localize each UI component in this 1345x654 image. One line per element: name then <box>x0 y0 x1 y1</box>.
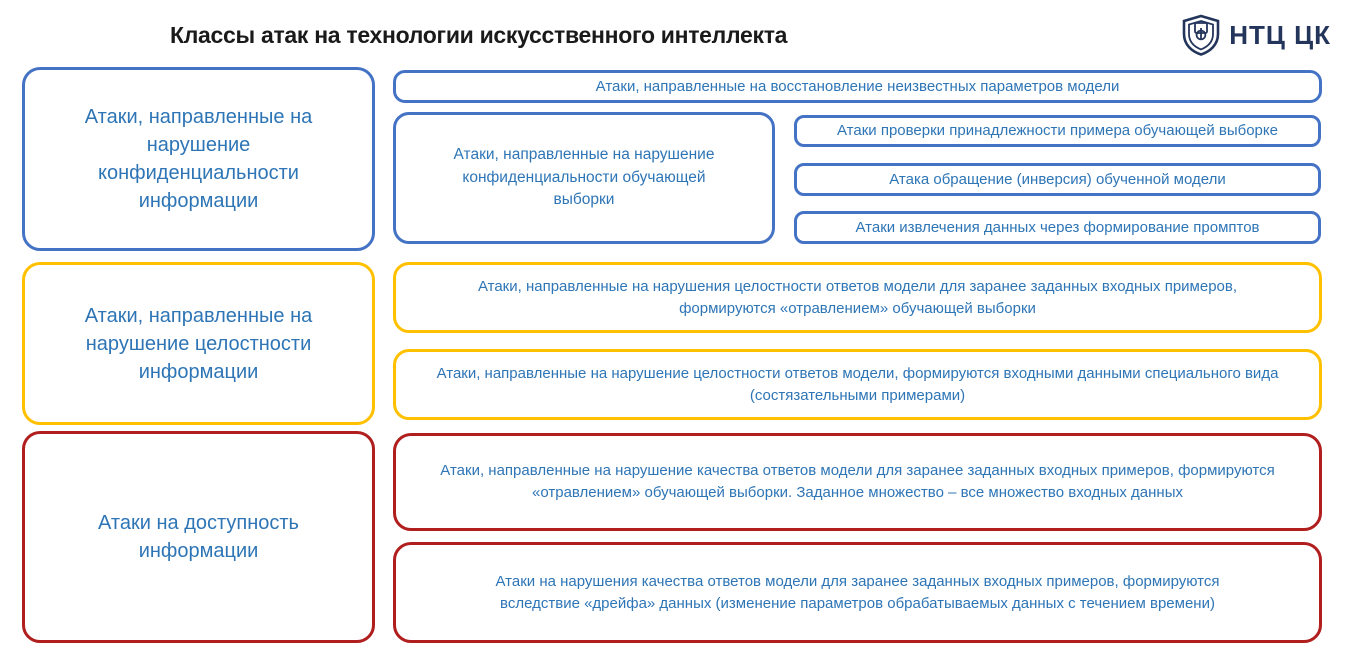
attack-adversarial-examples <box>393 349 1322 420</box>
shield-logo-icon <box>1181 14 1221 56</box>
attack-label: Атаки проверки принадлежности примера обучающей выборке <box>837 122 1278 140</box>
attack-label: Атаки на нарушения качества ответов модели для заранее заданных входных примеров, формируются вследствие «дрейфа» данных (изменение параметров обрабатываемых данных с течением времени) <box>495 572 1220 612</box>
attack-membership-inference <box>794 115 1321 147</box>
attack-label: Атаки извлечения данных через формирование промптов <box>855 218 1260 236</box>
attack-label: Атаки, направленные на нарушение конфиденциальности обучающей выборки <box>453 146 715 209</box>
category-integrity-label: Атаки, направленные на нарушение целостности информации <box>84 304 313 383</box>
page-title: Классы атак на технологии искусственного интеллекта <box>170 22 788 48</box>
attack-label: Атаки, направленные на нарушение целостности ответов модели, формируются входными данными специального вида (состязательными примерами) <box>436 364 1279 404</box>
attack-training-set-confidentiality <box>393 112 775 244</box>
category-integrity <box>22 262 375 425</box>
category-confidentiality-label: Атаки, направленные на нарушение конфиденциальности информации <box>84 106 313 212</box>
logo <box>1181 14 1331 56</box>
attack-model-inversion <box>794 163 1321 196</box>
attack-label: Атака обращение (инверсия) обученной модели <box>889 170 1226 188</box>
attack-availability-poisoning <box>393 433 1322 531</box>
category-confidentiality <box>22 67 375 251</box>
attack-label: Атаки, направленные на нарушения целостности ответов модели для заранее заданных входных примеров, формируются «отравлением» обучающей выборки <box>477 277 1238 317</box>
attack-integrity-poisoning <box>393 262 1322 333</box>
attack-data-drift <box>393 542 1322 643</box>
category-availability <box>22 431 375 643</box>
logo-text: НТЦ ЦК <box>1229 19 1331 50</box>
attack-label: Атаки, направленные на восстановление неизвестных параметров модели <box>595 77 1120 95</box>
attack-label: Атаки, направленные на нарушение качества ответов модели для заранее заданных входных примеров, формируются «отравлением» обучающей выборки. Заданное множество – все множество входных данных <box>440 462 1275 501</box>
attack-prompt-data-extraction <box>794 211 1321 244</box>
attack-model-parameter-recovery <box>393 70 1322 103</box>
category-availability-label: Атаки на доступность информации <box>98 512 299 562</box>
